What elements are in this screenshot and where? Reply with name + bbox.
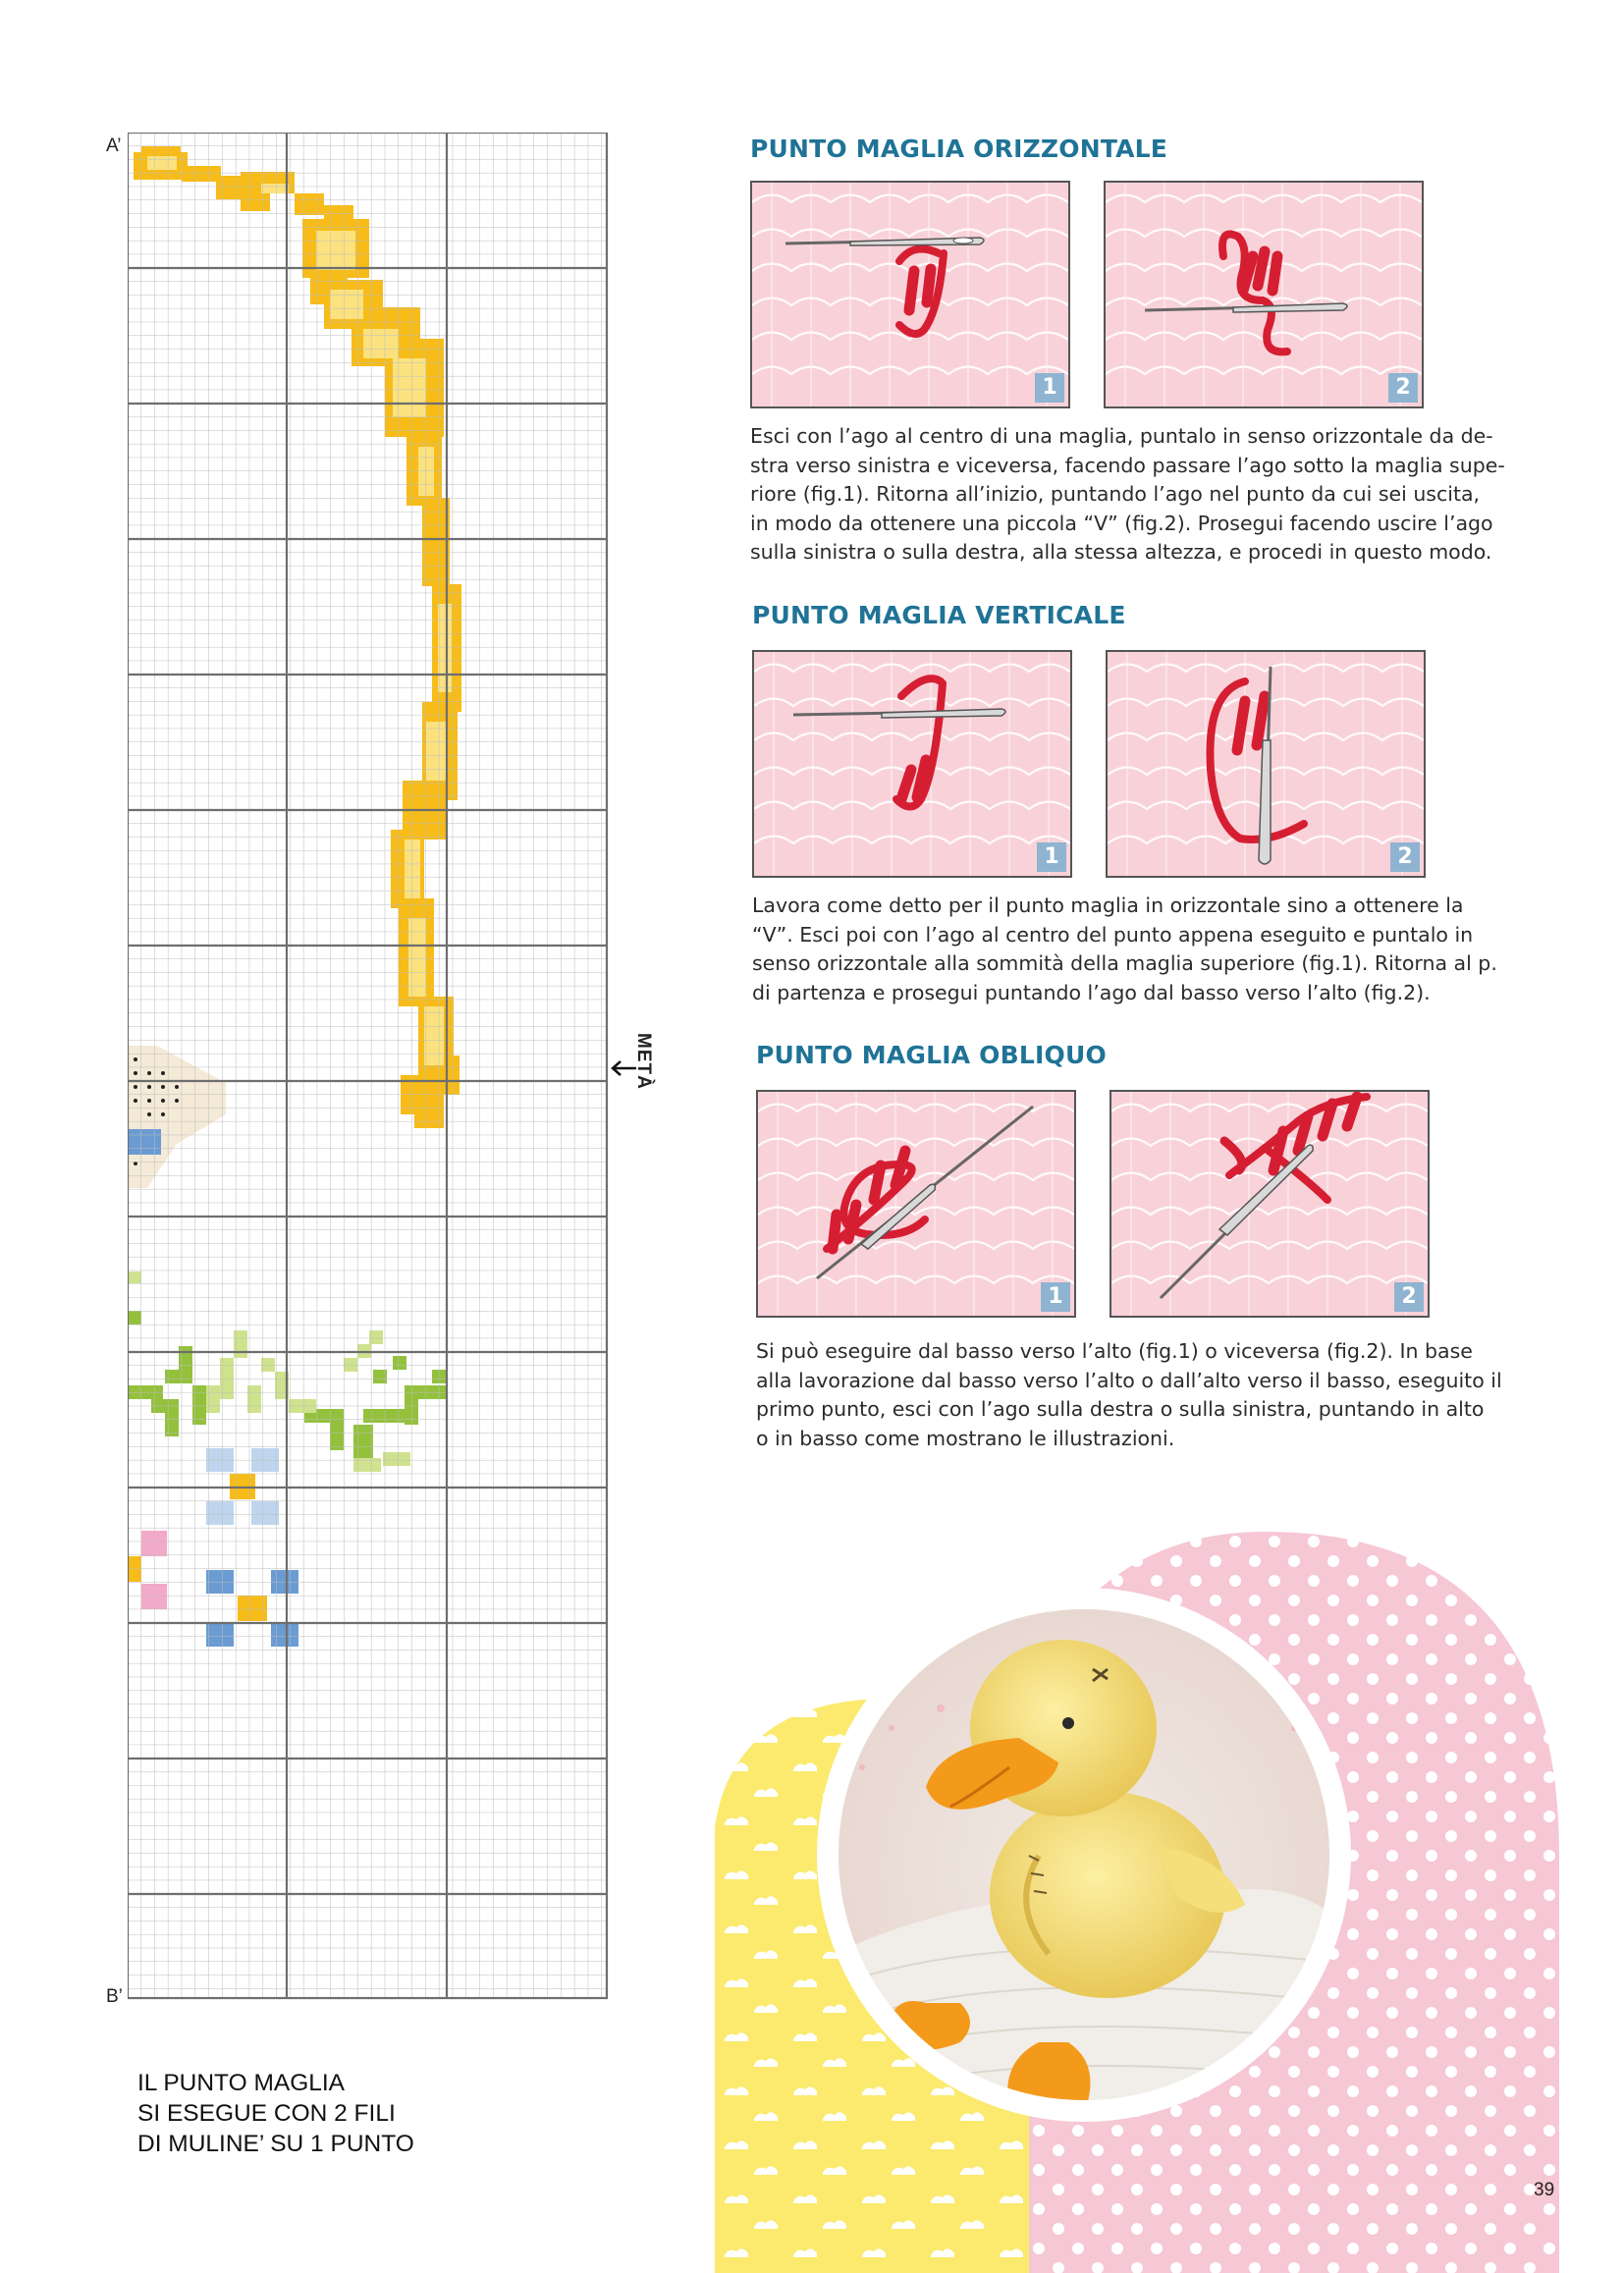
cross-stitch-chart — [128, 133, 619, 2013]
chart-label-top: A’ — [106, 135, 122, 156]
figure-number-badge: 1 — [1035, 373, 1064, 403]
midpoint-label: METÀ — [633, 1033, 654, 1090]
figure-oblique-1 — [756, 1090, 1076, 1318]
section-text-oblique: Si può eseguire dal basso verso l’alto (fig.1) o viceversa (fig.2). In base alla lavorazione dal basso verso l’alto o dall’alto verso il basso, eseguito il primo punto, esci con l’ago sulla destra o sulla sinistra, puntando in alto o in basso come mostrano le illustrazioni. — [756, 1339, 1502, 1450]
stitch-note: IL PUNTO MAGLIA SI ESEGUE CON 2 FILI DI MULINE’ SU 1 PUNTO — [137, 2070, 414, 2157]
page-number: 39 — [1534, 2180, 1555, 2200]
figure-vertical-1 — [752, 650, 1072, 878]
figure-number-badge: 2 — [1394, 1282, 1424, 1312]
section-title-oblique: PUNTO MAGLIA OBLIQUO — [756, 1041, 1107, 1069]
figure-number-badge: 1 — [1041, 1282, 1070, 1312]
decorative-background — [715, 1532, 1559, 2273]
section-text-horizontal: Esci con l’ago al centro di una maglia, puntalo in senso orizzontale da de- stra verso sinistra e viceversa, facendo passare l’ago sotto la maglia supe- riore (fig.1). Ritorna all’inizio, puntando l’ago nel punto da cui sei uscita, in modo da ottenere una piccola “V” (fig.2). Prosegui facendo uscire l’ago sulla sinistra o sulla destra, alla stessa altezza, e procedi in questo modo. — [750, 424, 1505, 564]
figure-horizontal-1 — [750, 181, 1070, 408]
figure-number-badge: 1 — [1037, 842, 1066, 872]
figure-number-badge: 2 — [1390, 842, 1420, 872]
chart-label-bottom: B’ — [106, 1986, 123, 2007]
figure-number-badge: 2 — [1388, 373, 1418, 403]
figure-oblique-2 — [1110, 1090, 1430, 1318]
section-title-vertical: PUNTO MAGLIA VERTICALE — [752, 601, 1126, 629]
section-title-horizontal: PUNTO MAGLIA ORIZZONTALE — [750, 135, 1168, 163]
figure-horizontal-2 — [1104, 181, 1424, 408]
figure-vertical-2 — [1106, 650, 1426, 878]
section-text-vertical: Lavora come detto per il punto maglia in orizzontale sino a ottenere la “V”. Esci poi con l’ago al centro del punto appena eseguito e puntalo in senso orizzontale alla sommità della maglia superiore (fig.1). Ritorna al p. di partenza e prosegui puntando l’ago dal basso verso l’alto (fig.2). — [752, 893, 1497, 1004]
